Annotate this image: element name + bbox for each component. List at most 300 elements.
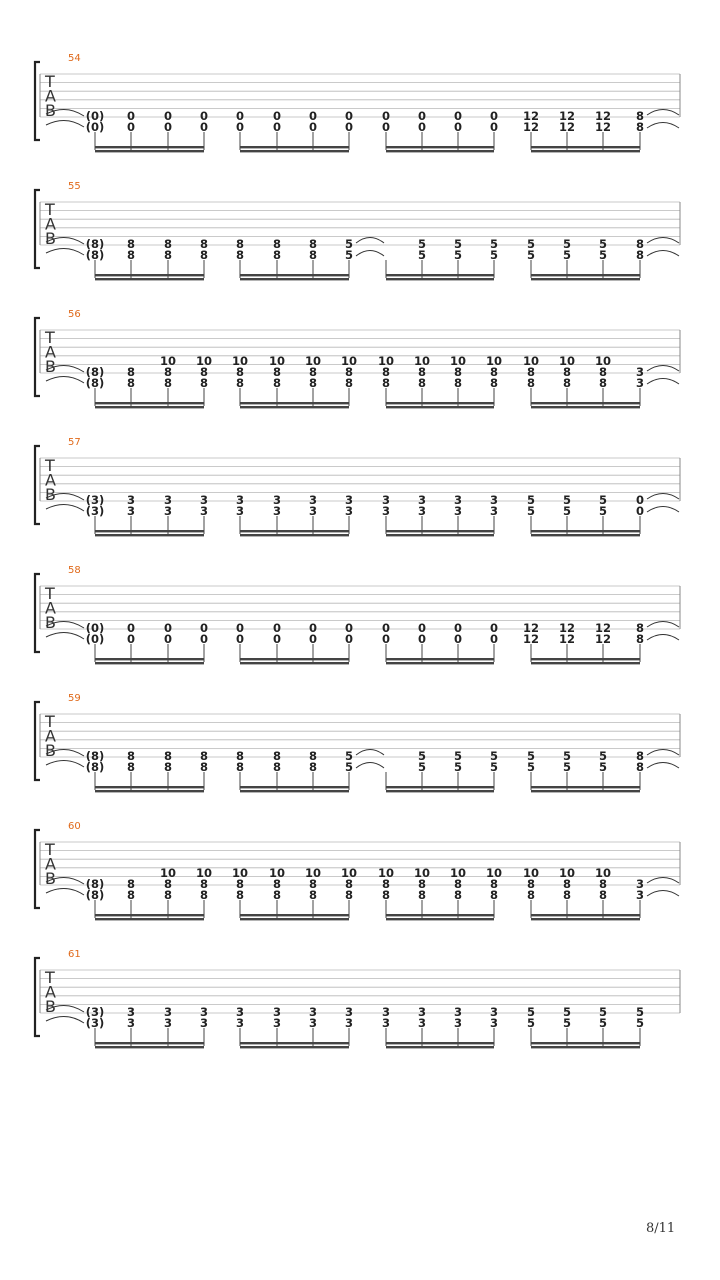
fret-number: 3: [489, 1016, 499, 1030]
fret-number: 3: [235, 493, 245, 507]
tie-arc-in: [46, 504, 84, 511]
tab-system-61: [35, 949, 680, 1048]
fret-number: 8: [308, 877, 318, 891]
fret-number: 0: [417, 632, 427, 646]
fret-number: 5: [526, 749, 536, 763]
fret-number: 5: [453, 760, 463, 774]
fret-number: 0: [381, 621, 391, 635]
tab-clef-letter: A: [45, 86, 56, 106]
fret-number: 8: [272, 877, 282, 891]
fret-number: 5: [562, 760, 572, 774]
fret-number: 10: [340, 866, 358, 880]
tab-clef-letter: B: [45, 997, 56, 1016]
beam-secondary: [531, 406, 640, 408]
fret-number: 8: [126, 760, 136, 774]
beam-secondary: [240, 918, 349, 920]
beam-primary: [95, 402, 204, 404]
fret-number: 3: [126, 504, 136, 518]
fret-number: 8: [417, 877, 427, 891]
fret-number: 3: [381, 493, 391, 507]
fret-number: 5: [526, 237, 536, 251]
fret-number: 3: [272, 1005, 282, 1019]
tab-system-60: [35, 821, 680, 920]
fret-number: 0: [344, 120, 354, 134]
fret-number: 10: [449, 354, 467, 368]
fret-number: 0: [344, 632, 354, 646]
fret-number: (0): [85, 120, 105, 134]
fret-number: 5: [635, 1016, 645, 1030]
fret-number: 3: [199, 504, 209, 518]
fret-number: 3: [635, 888, 645, 902]
tie-arc-out: [647, 251, 679, 257]
fret-number: 8: [489, 888, 499, 902]
fret-number: 10: [522, 866, 540, 880]
fret-number: 3: [635, 877, 645, 891]
beam-primary: [531, 786, 640, 788]
fret-number: (8): [85, 877, 105, 891]
beam-primary: [531, 530, 640, 532]
fret-number: 0: [199, 120, 209, 134]
fret-number: 8: [235, 877, 245, 891]
measure-number: 54: [68, 53, 81, 64]
fret-number: 8: [308, 365, 318, 379]
fret-number: 10: [195, 354, 213, 368]
fret-number: (8): [85, 376, 105, 390]
fret-number: 3: [199, 1016, 209, 1030]
beam-primary: [386, 1042, 494, 1044]
fret-number: 5: [598, 1005, 608, 1019]
beam-secondary: [531, 278, 640, 280]
measure-number: 59: [68, 693, 81, 704]
fret-number: (8): [85, 760, 105, 774]
beam-secondary: [95, 534, 204, 536]
fret-number: 8: [598, 376, 608, 390]
fret-number: 5: [417, 760, 427, 774]
tab-clef-letter: B: [45, 229, 56, 248]
fret-number: 8: [635, 248, 645, 262]
tab-system-54: [35, 53, 680, 152]
beam-primary: [531, 914, 640, 916]
fret-number: 5: [526, 493, 536, 507]
beam-primary: [95, 1042, 204, 1044]
beam-secondary: [386, 534, 494, 536]
fret-number: 3: [272, 493, 282, 507]
beam-primary: [240, 146, 349, 148]
fret-number: 3: [635, 376, 645, 390]
fret-number: 8: [489, 877, 499, 891]
beam-secondary: [531, 918, 640, 920]
fret-number: 8: [489, 376, 499, 390]
fret-number: 5: [562, 248, 572, 262]
fret-number: 0: [126, 621, 136, 635]
beam-primary: [95, 658, 204, 660]
fret-number: 0: [635, 504, 645, 518]
beam-secondary: [95, 918, 204, 920]
page-number: 8/11: [646, 1221, 676, 1236]
fret-number: 5: [562, 504, 572, 518]
fret-number: 12: [522, 621, 540, 635]
tie-arc-out: [647, 379, 679, 385]
fret-number: 8: [163, 376, 173, 390]
fret-number: 0: [163, 621, 173, 635]
beam-secondary: [386, 662, 494, 664]
fret-number: 3: [417, 1005, 427, 1019]
tab-clef-letter: A: [45, 726, 56, 746]
beam-secondary: [531, 150, 640, 152]
fret-number: 8: [562, 365, 572, 379]
fret-number: 8: [417, 365, 427, 379]
tie-arc-in: [46, 248, 84, 255]
fret-number: 0: [381, 632, 391, 646]
system-bracket: [35, 446, 40, 524]
beam-secondary: [95, 662, 204, 664]
fret-number: 8: [272, 749, 282, 763]
fret-number: (0): [85, 109, 105, 123]
tab-clef-letter: A: [45, 982, 56, 1002]
fret-number: 8: [235, 888, 245, 902]
fret-number: 8: [453, 365, 463, 379]
fret-number: 3: [489, 493, 499, 507]
fret-number: 3: [308, 1016, 318, 1030]
fret-number: 5: [453, 237, 463, 251]
system-bracket: [35, 62, 40, 140]
fret-number: 5: [598, 749, 608, 763]
tab-clef-letter: T: [45, 328, 55, 347]
fret-number: 5: [417, 248, 427, 262]
fret-number: 0: [199, 632, 209, 646]
fret-number: 3: [417, 504, 427, 518]
fret-number: 5: [562, 1005, 572, 1019]
fret-number: 10: [268, 354, 286, 368]
fret-number: 8: [272, 365, 282, 379]
beam-primary: [240, 530, 349, 532]
beam-secondary: [95, 278, 204, 280]
tab-clef-letter: T: [45, 968, 55, 987]
beam-secondary: [240, 406, 349, 408]
fret-number: 10: [558, 866, 576, 880]
fret-number: 8: [635, 760, 645, 774]
measure-number: 58: [68, 565, 81, 576]
fret-number: 0: [308, 632, 318, 646]
fret-number: 0: [126, 120, 136, 134]
fret-number: 5: [598, 248, 608, 262]
tab-clef-letter: A: [45, 342, 56, 362]
fret-number: 5: [562, 1016, 572, 1030]
fret-number: 3: [453, 504, 463, 518]
fret-number: 0: [235, 632, 245, 646]
fret-number: 8: [381, 888, 391, 902]
tab-clef-letter: A: [45, 598, 56, 618]
tie-arc-out: [647, 366, 679, 372]
fret-number: 8: [344, 877, 354, 891]
fret-number: 8: [526, 888, 536, 902]
fret-number: 8: [635, 109, 645, 123]
fret-number: 8: [381, 376, 391, 390]
fret-number: 0: [417, 621, 427, 635]
tie-arc-out: [647, 123, 679, 129]
fret-number: 5: [526, 1016, 536, 1030]
fret-number: 8: [453, 888, 463, 902]
fret-number: 0: [381, 109, 391, 123]
beam-primary: [240, 274, 349, 276]
fret-number: 5: [344, 248, 354, 262]
fret-number: 0: [163, 109, 173, 123]
fret-number: 10: [449, 866, 467, 880]
beam-primary: [386, 530, 494, 532]
beam-primary: [386, 402, 494, 404]
fret-number: 8: [199, 237, 209, 251]
fret-number: 3: [344, 493, 354, 507]
fret-number: 3: [453, 1005, 463, 1019]
fret-number: 8: [235, 365, 245, 379]
fret-number: 8: [635, 237, 645, 251]
beam-primary: [531, 658, 640, 660]
fret-number: 5: [635, 1005, 645, 1019]
fret-number: 8: [235, 237, 245, 251]
tab-clef-letter: A: [45, 854, 56, 874]
fret-number: 10: [522, 354, 540, 368]
fret-number: 5: [562, 749, 572, 763]
fret-number: 5: [598, 760, 608, 774]
fret-number: 0: [453, 120, 463, 134]
fret-number: (8): [85, 749, 105, 763]
fret-number: 0: [163, 120, 173, 134]
fret-number: 10: [268, 866, 286, 880]
fret-number: 5: [526, 760, 536, 774]
fret-number: 8: [308, 248, 318, 262]
tab-system-59: [35, 693, 680, 792]
fret-number: 8: [598, 365, 608, 379]
fret-number: 8: [126, 248, 136, 262]
fret-number: 0: [453, 632, 463, 646]
tie-arc-out: [647, 750, 679, 756]
fret-number: 0: [308, 120, 318, 134]
beam-primary: [240, 402, 349, 404]
fret-number: (0): [85, 621, 105, 635]
fret-number: 0: [453, 109, 463, 123]
fret-number: 3: [381, 1005, 391, 1019]
fret-number: 8: [526, 376, 536, 390]
fret-number: 0: [381, 120, 391, 134]
measure-number: 55: [68, 181, 81, 192]
fret-number: 5: [489, 237, 499, 251]
tab-clef-letter: T: [45, 712, 55, 731]
beam-primary: [386, 146, 494, 148]
beam-primary: [240, 914, 349, 916]
fret-number: 8: [199, 365, 209, 379]
fret-number: 8: [126, 376, 136, 390]
fret-number: 10: [159, 354, 177, 368]
fret-number: 8: [344, 888, 354, 902]
tab-clef-letter: T: [45, 200, 55, 219]
fret-number: 8: [272, 888, 282, 902]
measure-number: 57: [68, 437, 81, 448]
fret-number: 12: [558, 109, 576, 123]
beam-secondary: [240, 150, 349, 152]
fret-number: 8: [235, 248, 245, 262]
fret-number: 10: [304, 866, 322, 880]
tab-clef-letter: T: [45, 584, 55, 603]
fret-number: 8: [235, 760, 245, 774]
fret-number: 0: [417, 109, 427, 123]
beam-primary: [95, 786, 204, 788]
fret-number: 8: [453, 877, 463, 891]
fret-number: 3: [308, 504, 318, 518]
beam-secondary: [95, 1046, 204, 1048]
fret-number: 5: [344, 749, 354, 763]
beam-primary: [531, 146, 640, 148]
fret-number: (0): [85, 632, 105, 646]
fret-number: 3: [126, 1016, 136, 1030]
tie-arc-out: [647, 238, 679, 244]
fret-number: 8: [453, 376, 463, 390]
fret-number: 0: [489, 120, 499, 134]
fret-number: 8: [235, 749, 245, 763]
tie-arc-in: [46, 760, 84, 767]
tab-clef-letter: A: [45, 214, 56, 234]
beam-secondary: [531, 790, 640, 792]
fret-number: 0: [417, 120, 427, 134]
fret-number: 3: [417, 493, 427, 507]
fret-number: 8: [126, 877, 136, 891]
fret-number: 10: [231, 866, 249, 880]
fret-number: 12: [594, 120, 612, 134]
fret-number: 3: [381, 504, 391, 518]
fret-number: 12: [522, 632, 540, 646]
fret-number: 8: [163, 877, 173, 891]
beam-secondary: [240, 1046, 349, 1048]
fret-number: 5: [344, 237, 354, 251]
fret-number: 5: [453, 749, 463, 763]
fret-number: 3: [344, 504, 354, 518]
fret-number: 5: [562, 493, 572, 507]
fret-number: (3): [85, 1016, 105, 1030]
fret-number: 10: [558, 354, 576, 368]
tie-arc-out: [647, 635, 679, 641]
fret-number: 8: [489, 365, 499, 379]
tie-arc-out: [647, 110, 679, 116]
fret-number: 0: [344, 109, 354, 123]
tie-arc-out: [647, 763, 679, 769]
fret-number: 10: [340, 354, 358, 368]
fret-number: (3): [85, 493, 105, 507]
fret-number: (8): [85, 248, 105, 262]
fret-number: 10: [413, 866, 431, 880]
fret-number: 8: [163, 760, 173, 774]
tie-arc-out: [647, 622, 679, 628]
tab-clef-letter: B: [45, 613, 56, 632]
fret-number: 8: [598, 877, 608, 891]
fret-number: 0: [235, 120, 245, 134]
fret-number: 5: [598, 237, 608, 251]
fret-number: (8): [85, 237, 105, 251]
fret-number: 10: [195, 866, 213, 880]
fret-number: 0: [489, 621, 499, 635]
beam-primary: [95, 914, 204, 916]
fret-number: 5: [344, 760, 354, 774]
beam-secondary: [95, 150, 204, 152]
fret-number: 8: [126, 749, 136, 763]
beam-primary: [386, 914, 494, 916]
fret-number: 3: [635, 365, 645, 379]
fret-number: 0: [272, 621, 282, 635]
fret-number: 12: [558, 621, 576, 635]
fret-number: 8: [526, 365, 536, 379]
fret-number: 8: [199, 888, 209, 902]
fret-number: 8: [635, 749, 645, 763]
fret-number: 8: [199, 749, 209, 763]
fret-number: 10: [485, 354, 503, 368]
fret-number: 0: [163, 632, 173, 646]
system-bracket: [35, 574, 40, 652]
tie-arc-in: [46, 120, 84, 127]
fret-number: 3: [126, 493, 136, 507]
fret-number: 8: [272, 376, 282, 390]
tab-clef-letter: T: [45, 72, 55, 91]
fret-number: 0: [126, 632, 136, 646]
fret-number: 8: [163, 365, 173, 379]
measure-number: 60: [68, 821, 81, 832]
fret-number: 5: [598, 493, 608, 507]
fret-number: 8: [344, 365, 354, 379]
fret-number: 0: [453, 621, 463, 635]
fret-number: 8: [308, 760, 318, 774]
tab-clef-letter: B: [45, 741, 56, 760]
fret-number: 10: [304, 354, 322, 368]
fret-number: 8: [272, 760, 282, 774]
fret-number: 10: [377, 354, 395, 368]
fret-number: 8: [199, 376, 209, 390]
tab-clef-letter: A: [45, 470, 56, 490]
beam-secondary: [531, 1046, 640, 1048]
fret-number: 0: [489, 632, 499, 646]
fret-number: 3: [199, 1005, 209, 1019]
beam-primary: [531, 274, 640, 276]
fret-number: 0: [308, 621, 318, 635]
fret-number: 3: [344, 1005, 354, 1019]
fret-number: 8: [163, 888, 173, 902]
fret-number: 0: [272, 109, 282, 123]
tab-clef-letter: T: [45, 840, 55, 859]
fret-number: 10: [231, 354, 249, 368]
tie-arc-mid: [356, 750, 384, 756]
fret-number: (3): [85, 504, 105, 518]
tie-arc-mid: [356, 763, 384, 769]
fret-number: 5: [489, 749, 499, 763]
beam-primary: [240, 1042, 349, 1044]
fret-number: 5: [598, 504, 608, 518]
fret-number: 0: [235, 621, 245, 635]
fret-number: 10: [413, 354, 431, 368]
fret-number: 3: [489, 504, 499, 518]
fret-number: 8: [308, 376, 318, 390]
fret-number: 8: [344, 376, 354, 390]
fret-number: 8: [308, 237, 318, 251]
tie-arc-in: [46, 376, 84, 383]
fret-number: 0: [635, 493, 645, 507]
fret-number: 5: [526, 1005, 536, 1019]
fret-number: 8: [235, 376, 245, 390]
fret-number: 0: [126, 109, 136, 123]
fret-number: 5: [598, 1016, 608, 1030]
fret-number: 5: [562, 237, 572, 251]
fret-number: 5: [453, 248, 463, 262]
beam-secondary: [386, 790, 494, 792]
system-bracket: [35, 190, 40, 268]
beam-secondary: [240, 662, 349, 664]
fret-number: 5: [526, 248, 536, 262]
fret-number: 12: [522, 109, 540, 123]
